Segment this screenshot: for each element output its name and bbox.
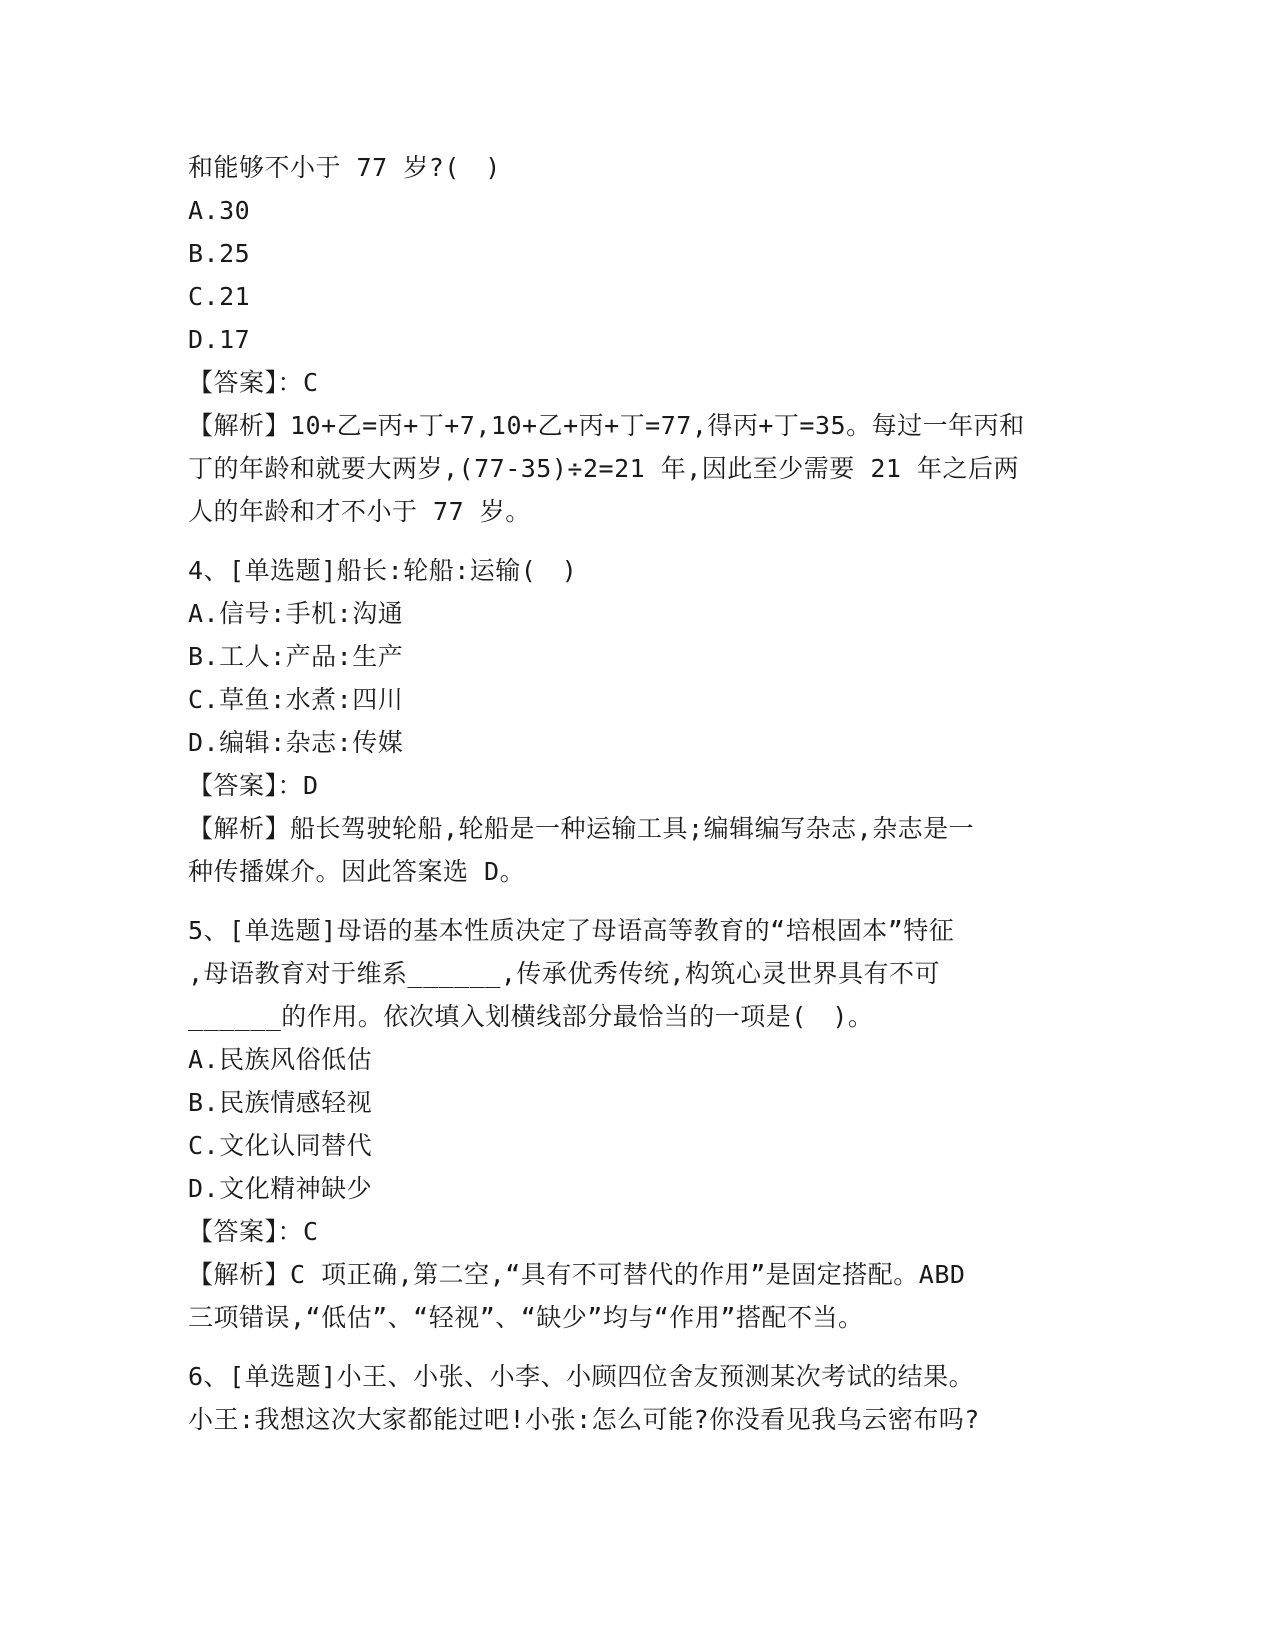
- spacer: [188, 533, 1088, 549]
- option-c: C.文化认同替代: [188, 1131, 373, 1160]
- analysis-line: 丁的年龄和就要大两岁,(77-35)÷2=21 年,因此至少需要 21 年之后两: [188, 454, 1019, 483]
- option-d: D.文化精神缺少: [188, 1174, 373, 1203]
- spacer: [188, 1339, 1088, 1355]
- question-5: [188, 909, 1088, 1339]
- option-b: B.25: [188, 239, 251, 268]
- option-b: B.工人:产品:生产: [188, 642, 404, 671]
- answer: 【答案】：C: [188, 1217, 319, 1246]
- option-d: D.17: [188, 325, 251, 354]
- question-stem: 4、[单选题]船长:轮船:运输( ): [188, 556, 578, 585]
- option-c: C.草鱼:水煮:四川: [188, 685, 404, 714]
- question-stem: ______的作用。依次填入划横线部分最恰当的一项是( )。: [188, 1002, 874, 1031]
- analysis-line: 【解析】船长驾驶轮船,轮船是一种运输工具;编辑编写杂志,杂志是一: [188, 814, 975, 843]
- question-4: [188, 549, 1088, 893]
- analysis-line: 三项错误,“低估”、“轻视”、“缺少”均与“作用”搭配不当。: [188, 1303, 864, 1332]
- option-d: D.编辑:杂志:传媒: [188, 728, 404, 757]
- answer: 【答案】：D: [188, 771, 319, 800]
- document-page: [188, 146, 1088, 1441]
- spacer: [188, 893, 1088, 909]
- option-a: A.民族风俗低估: [188, 1045, 373, 1074]
- option-b: B.民族情感轻视: [188, 1088, 373, 1117]
- question-stem: 和能够不小于 77 岁?( ): [188, 153, 501, 182]
- answer: 【答案】：C: [188, 368, 319, 397]
- analysis-line: 【解析】C 项正确,第二空,“具有不可替代的作用”是固定搭配。ABD: [188, 1260, 966, 1289]
- option-a: A.信号:手机:沟通: [188, 599, 404, 628]
- option-a: A.30: [188, 196, 251, 225]
- question-stem: 6、[单选题]小王、小张、小李、小顾四位舍友预测某次考试的结果。: [188, 1362, 975, 1391]
- option-c: C.21: [188, 282, 251, 311]
- analysis-line: 【解析】10+乙=丙+丁+7,10+乙+丙+丁=77,得丙+丁=35。每过一年丙和: [188, 411, 1025, 440]
- question-stem: 5、[单选题]母语的基本性质决定了母语高等教育的“培根固本”特征: [188, 916, 955, 945]
- question-stem: ,母语教育对于维系______,传承优秀传统,构筑心灵世界具有不可: [188, 959, 940, 988]
- analysis-line: 种传播媒介。因此答案选 D。: [188, 857, 526, 886]
- question-3-tail: [188, 146, 1088, 533]
- question-6: [188, 1355, 1088, 1441]
- question-stem: 小王:我想这次大家都能过吧!小张:怎么可能?你没看见我乌云密布吗?: [188, 1405, 980, 1434]
- analysis-line: 人的年龄和才不小于 77 岁。: [188, 497, 531, 526]
